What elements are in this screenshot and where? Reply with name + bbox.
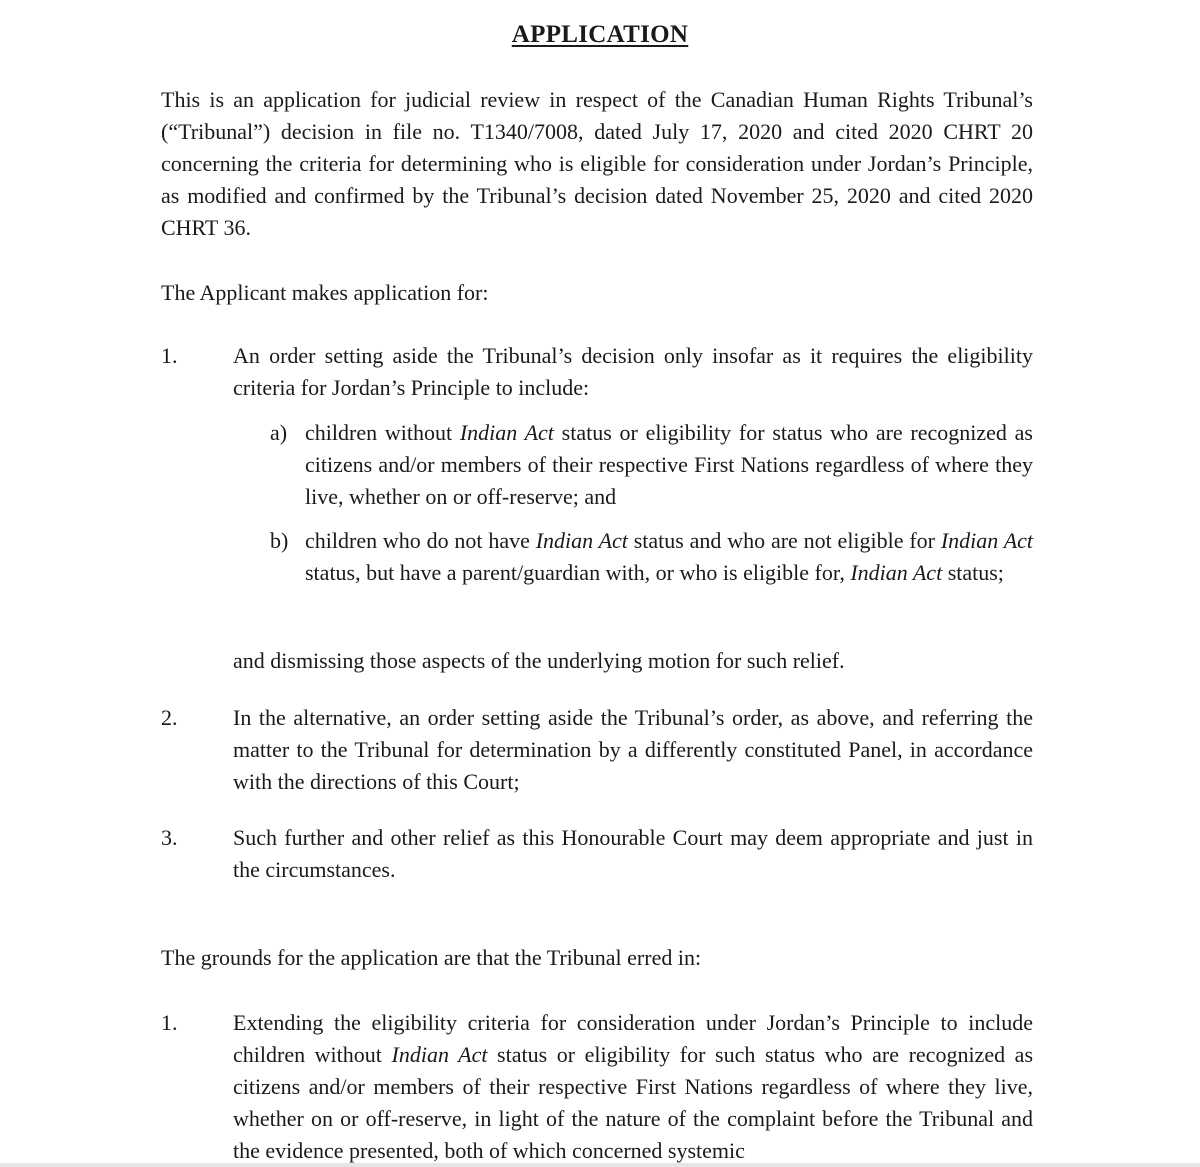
sub-item-fragment: status, but have a parent/guardian with, or who is eligible for, [305,560,851,585]
act-name: Indian Act [850,560,943,585]
sub-item-fragment: status; [942,560,1004,585]
application-item-number: 2. [161,705,178,730]
application-lead: The Applicant makes application for: [161,280,489,305]
grounds-item-fragment: status or eligibility for such status who are recognized as citizens and/or members of their respective First Nations regardless of where they live, whether on or off-reserve, in light of the nature of the complaint before the Tribunal and the evidence presented, both of which concerned systemic [233,1042,1034,1163]
sub-item-text [305,417,1033,513]
intro-paragraph: This is an application for judicial review in respect of the Canadian Human Rights Tribunal’s (“Tribunal”) decision in file no. T1340/7008, dated July 17, 2020 and cited 2020 CHRT 20 concerning the criteria for determining who is eligible for consideration under Jordan’s Principle, as modified and confirmed by the Tribunal’s decision dated November 25, 2020 and cited 2020 CHRT 36. [161,87,1033,240]
sub-item-fragment: status and who are not eligible for [627,528,941,553]
grounds-item-number: 1. [161,1010,178,1035]
act-name: Indian Act [535,528,628,553]
sub-item-fragment: children who do not have [305,528,536,553]
sub-item-text [305,525,1033,589]
application-item-number: 3. [161,825,178,850]
act-name: Indian Act [459,420,554,445]
document-title: APPLICATION [511,21,689,48]
sub-item-label: b) [270,528,289,553]
page-bottom-edge [0,1163,1200,1167]
act-name: Indian Act [940,528,1034,553]
application-item-number: 1. [161,343,178,368]
grounds-lead: The grounds for the application are that the Tribunal erred in: [161,945,702,970]
act-name: Indian Act [391,1042,488,1067]
grounds-item-text [233,1007,1033,1167]
application-item-text: Such further and other relief as this Honourable Court may deem appropriate and just in the circumstances. [233,825,1033,882]
after-sub-items-text: and dismissing those aspects of the underlying motion for such relief. [233,648,845,673]
application-item-text: An order setting aside the Tribunal’s decision only insofar as it requires the eligibility criteria for Jordan’s Principle to include: [233,343,1033,400]
application-item-text: In the alternative, an order setting aside the Tribunal’s order, as above, and referring the matter to the Tribunal for determination by a differently constituted Panel, in accordance with the directions of this Court; [233,705,1033,794]
grounds-item-fragment: Extending the eligibility criteria for consideration under Jordan’s Principle to include children without [233,1010,1033,1067]
sub-item-fragment: children without [305,420,460,445]
sub-item-fragment: status or eligibility for status who are recognized as citizens and/or members of their respective First Nations regardless of where they live, whether on or off-reserve; and [305,420,1033,509]
sub-item-label: a) [270,420,288,445]
